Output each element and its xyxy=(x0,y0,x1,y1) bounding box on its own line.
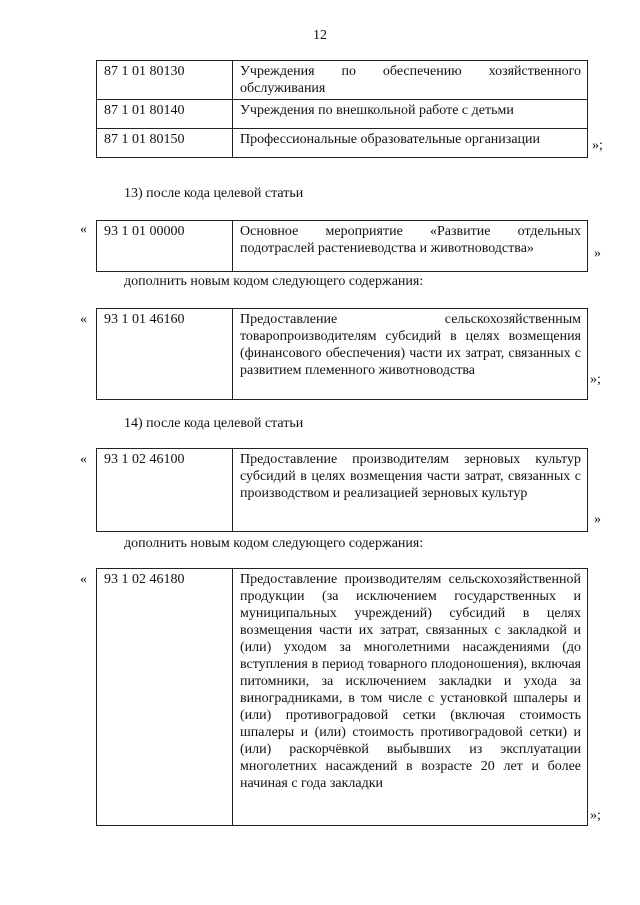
code-table-4 xyxy=(96,448,588,532)
closing-quote: » xyxy=(594,246,601,261)
closing-quote: » xyxy=(594,512,601,527)
table-row xyxy=(97,309,588,400)
code-table-1 xyxy=(96,60,588,158)
name-cell: Предоставление производителям сельскохозяйственной продукции (за исключением государственных и муниципальных учреждений) субсидий в целях возмещения части их затрат, связанных с закладкой и (или) уходом за многолетними насаждениями (до вступления в период товарного плодоношения), включая питомники, за исключением закладки и ухода за виноградниками, в том числе с установкой шпалеры и (или) противоградовой сетки (включая стоимость шпалеры и (или) стоимость противоградовой сетки) и (или) раскорчёвкой выбывших из эксплуатации многолетних насаждений в возрасте 20 лет и более начиная с года закладки xyxy=(233,569,588,826)
code-cell: 87 1 01 80150 xyxy=(97,129,233,158)
table-row xyxy=(97,129,588,158)
opening-quote: « xyxy=(80,222,87,237)
paragraph-13: 13) после кода целевой статьи xyxy=(124,186,304,201)
code-cell: 93 1 01 00000 xyxy=(97,221,233,272)
name-cell: Предоставление производителям зерновых культур субсидий в целях возмещения части затрат, связанных с производством и реализацией зерновых культур xyxy=(233,449,588,532)
add-instruction-1: дополнить новым кодом следующего содержания: xyxy=(124,274,424,289)
table-row xyxy=(97,61,588,100)
code-cell: 87 1 01 80140 xyxy=(97,100,233,129)
name-cell: Основное мероприятие «Развитие отдельных подотраслей растениеводства и животноводства» xyxy=(233,221,588,272)
opening-quote: « xyxy=(80,452,87,467)
paragraph-14: 14) после кода целевой статьи xyxy=(124,416,304,431)
closing-quote: »; xyxy=(590,372,601,387)
table-row xyxy=(97,221,588,272)
code-table-5 xyxy=(96,568,588,826)
add-instruction-2: дополнить новым кодом следующего содержания: xyxy=(124,536,424,551)
code-cell: 93 1 02 46100 xyxy=(97,449,233,532)
opening-quote: « xyxy=(80,312,87,327)
name-cell: Учреждения по внешкольной работе с детьми xyxy=(233,100,588,129)
name-cell: Учреждения по обеспечению хозяйственного обслуживания xyxy=(233,61,588,100)
name-cell: Профессиональные образовательные организации xyxy=(233,129,588,158)
page-number: 12 xyxy=(313,28,327,43)
closing-quote: »; xyxy=(590,808,601,823)
code-cell: 93 1 02 46180 xyxy=(97,569,233,826)
table-row xyxy=(97,569,588,826)
code-table-3 xyxy=(96,308,588,400)
closing-quote: »; xyxy=(592,138,603,153)
name-cell: Предоставление сельскохозяйственным товаропроизводителям субсидий в целях возмещения (финансового обеспечения) части их затрат, связанных с развитием племенного животноводства xyxy=(233,309,588,400)
opening-quote: « xyxy=(80,572,87,587)
code-cell: 87 1 01 80130 xyxy=(97,61,233,100)
table-row xyxy=(97,100,588,129)
table-row xyxy=(97,449,588,532)
code-table-2 xyxy=(96,220,588,272)
code-cell: 93 1 01 46160 xyxy=(97,309,233,400)
